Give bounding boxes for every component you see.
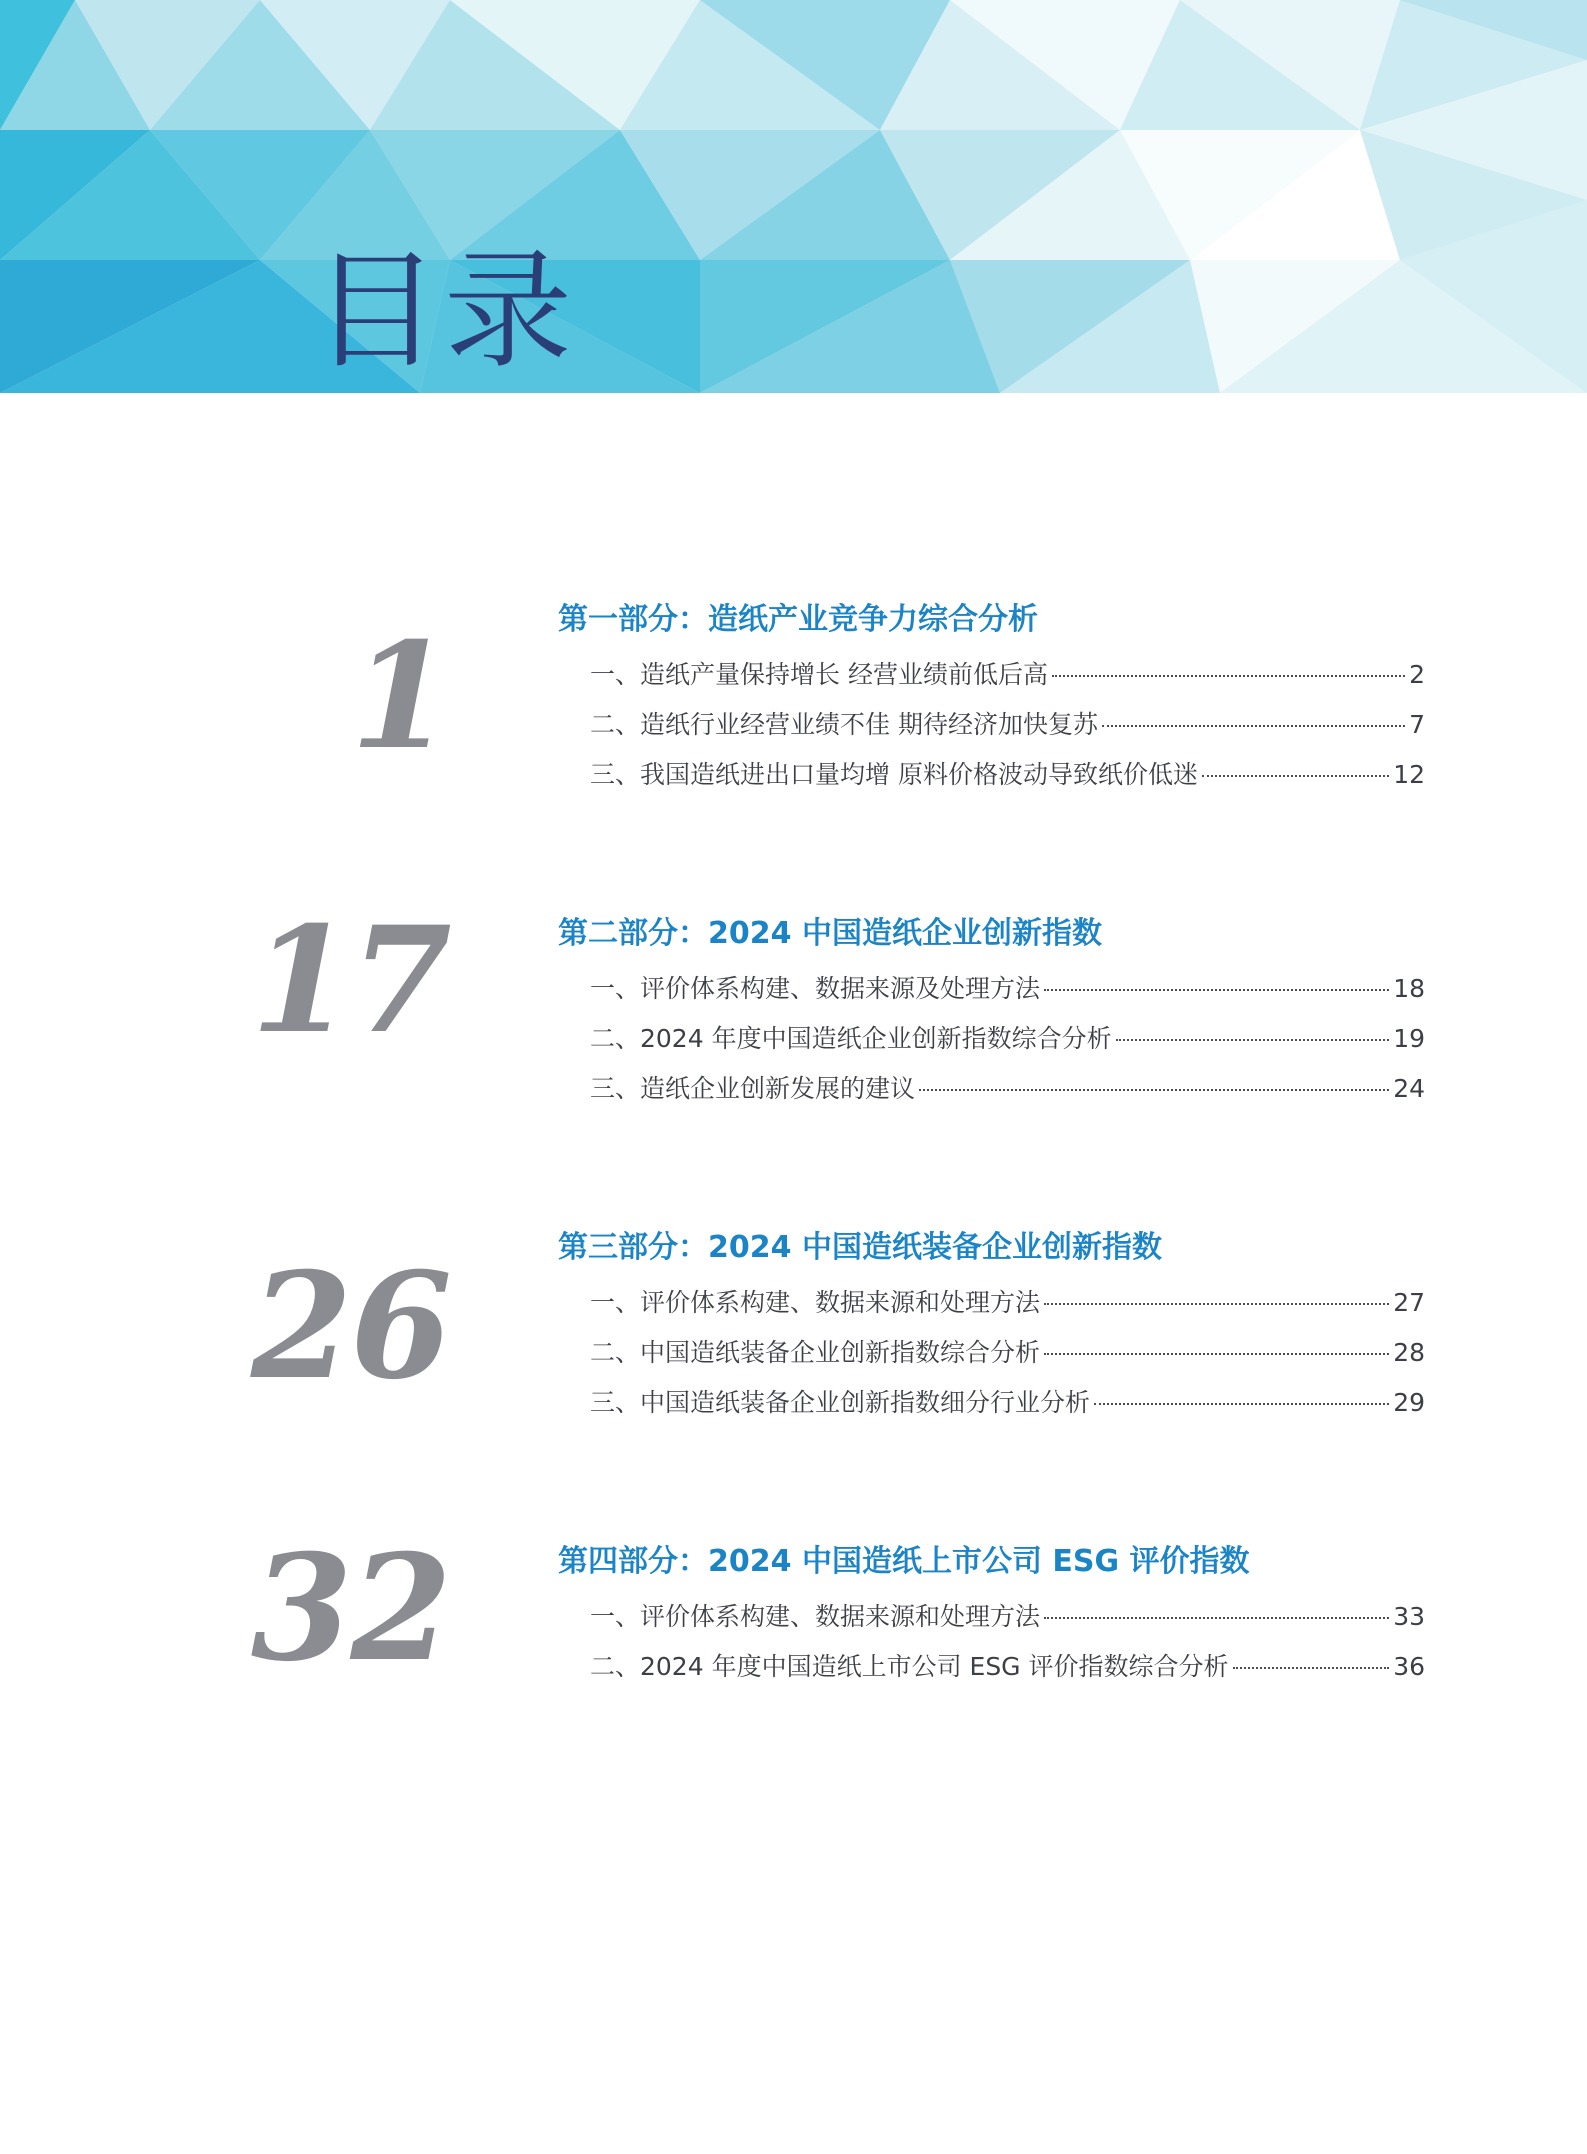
toc-entry[interactable] xyxy=(590,700,1425,750)
toc-entry[interactable] xyxy=(590,1378,1425,1428)
toc-entry-label: 一、造纸产量保持增长 经营业绩前低后高 xyxy=(590,660,1048,689)
toc-entry-label: 二、2024 年度中国造纸上市公司 ESG 评价指数综合分析 xyxy=(590,1652,1229,1681)
toc-entry-label: 一、评价体系构建、数据来源和处理方法 xyxy=(590,1288,1041,1317)
toc-entry-page: 19 xyxy=(1393,1024,1425,1053)
dot-leader xyxy=(1044,1353,1389,1355)
page-title: 目录 xyxy=(312,237,577,386)
toc-entry-page: 29 xyxy=(1393,1388,1425,1417)
toc-entry-page: 7 xyxy=(1409,710,1425,739)
section-number: 17 xyxy=(250,895,450,1066)
section-number: 26 xyxy=(250,1241,450,1412)
toc-entry[interactable] xyxy=(590,1642,1425,1692)
section-items xyxy=(590,1278,1425,1428)
section-items xyxy=(590,650,1425,800)
dot-leader xyxy=(1044,1303,1389,1305)
section-number: 1 xyxy=(350,611,450,782)
toc-entry-label: 三、中国造纸装备企业创新指数细分行业分析 xyxy=(590,1388,1091,1417)
dot-leader xyxy=(1233,1667,1390,1669)
toc-entry[interactable] xyxy=(590,1064,1425,1114)
section-title[interactable]: 第四部分：2024 中国造纸上市公司 ESG 评价指数 xyxy=(558,1544,1250,1579)
dot-leader xyxy=(1044,1617,1389,1619)
section-number: 32 xyxy=(250,1523,450,1694)
dot-leader xyxy=(1202,775,1389,777)
toc-entry[interactable] xyxy=(590,964,1425,1014)
section-items xyxy=(590,1592,1425,1692)
section-title[interactable]: 第二部分：2024 中国造纸企业创新指数 xyxy=(558,916,1102,951)
dot-leader xyxy=(1102,725,1405,727)
section-title[interactable]: 第一部分：造纸产业竞争力综合分析 xyxy=(558,602,1038,637)
toc-entry-label: 一、评价体系构建、数据来源及处理方法 xyxy=(590,974,1041,1003)
dot-leader xyxy=(1116,1039,1390,1041)
section-items xyxy=(590,964,1425,1114)
toc-entry-label: 一、评价体系构建、数据来源和处理方法 xyxy=(590,1602,1041,1631)
toc-entry-page: 28 xyxy=(1393,1338,1425,1367)
toc-entry-page: 33 xyxy=(1393,1602,1425,1631)
toc-entry-label: 三、我国造纸进出口量均增 原料价格波动导致纸价低迷 xyxy=(590,760,1198,789)
toc-entry[interactable] xyxy=(590,1328,1425,1378)
dot-leader xyxy=(1052,675,1405,677)
toc-entry[interactable] xyxy=(590,1014,1425,1064)
toc-entry-page: 18 xyxy=(1393,974,1425,1003)
toc-entry[interactable] xyxy=(590,1592,1425,1642)
toc-entry-page: 24 xyxy=(1393,1074,1425,1103)
toc-entry-label: 二、中国造纸装备企业创新指数综合分析 xyxy=(590,1338,1041,1367)
toc-entry-label: 二、造纸行业经营业绩不佳 期待经济加快复苏 xyxy=(590,710,1098,739)
section-title[interactable]: 第三部分：2024 中国造纸装备企业创新指数 xyxy=(558,1230,1162,1265)
toc-entry[interactable] xyxy=(590,1278,1425,1328)
toc-entry-page: 12 xyxy=(1393,760,1425,789)
toc-entry-page: 27 xyxy=(1393,1288,1425,1317)
toc-entry[interactable] xyxy=(590,650,1425,700)
dot-leader xyxy=(1094,1403,1389,1405)
dot-leader xyxy=(919,1089,1389,1091)
toc-entry-page: 36 xyxy=(1393,1652,1425,1681)
dot-leader xyxy=(1044,989,1389,991)
toc-entry[interactable] xyxy=(590,750,1425,800)
toc-entry-label: 二、2024 年度中国造纸企业创新指数综合分析 xyxy=(590,1024,1112,1053)
toc-entry-label: 三、造纸企业创新发展的建议 xyxy=(590,1074,916,1103)
toc-entry-page: 2 xyxy=(1409,660,1425,689)
